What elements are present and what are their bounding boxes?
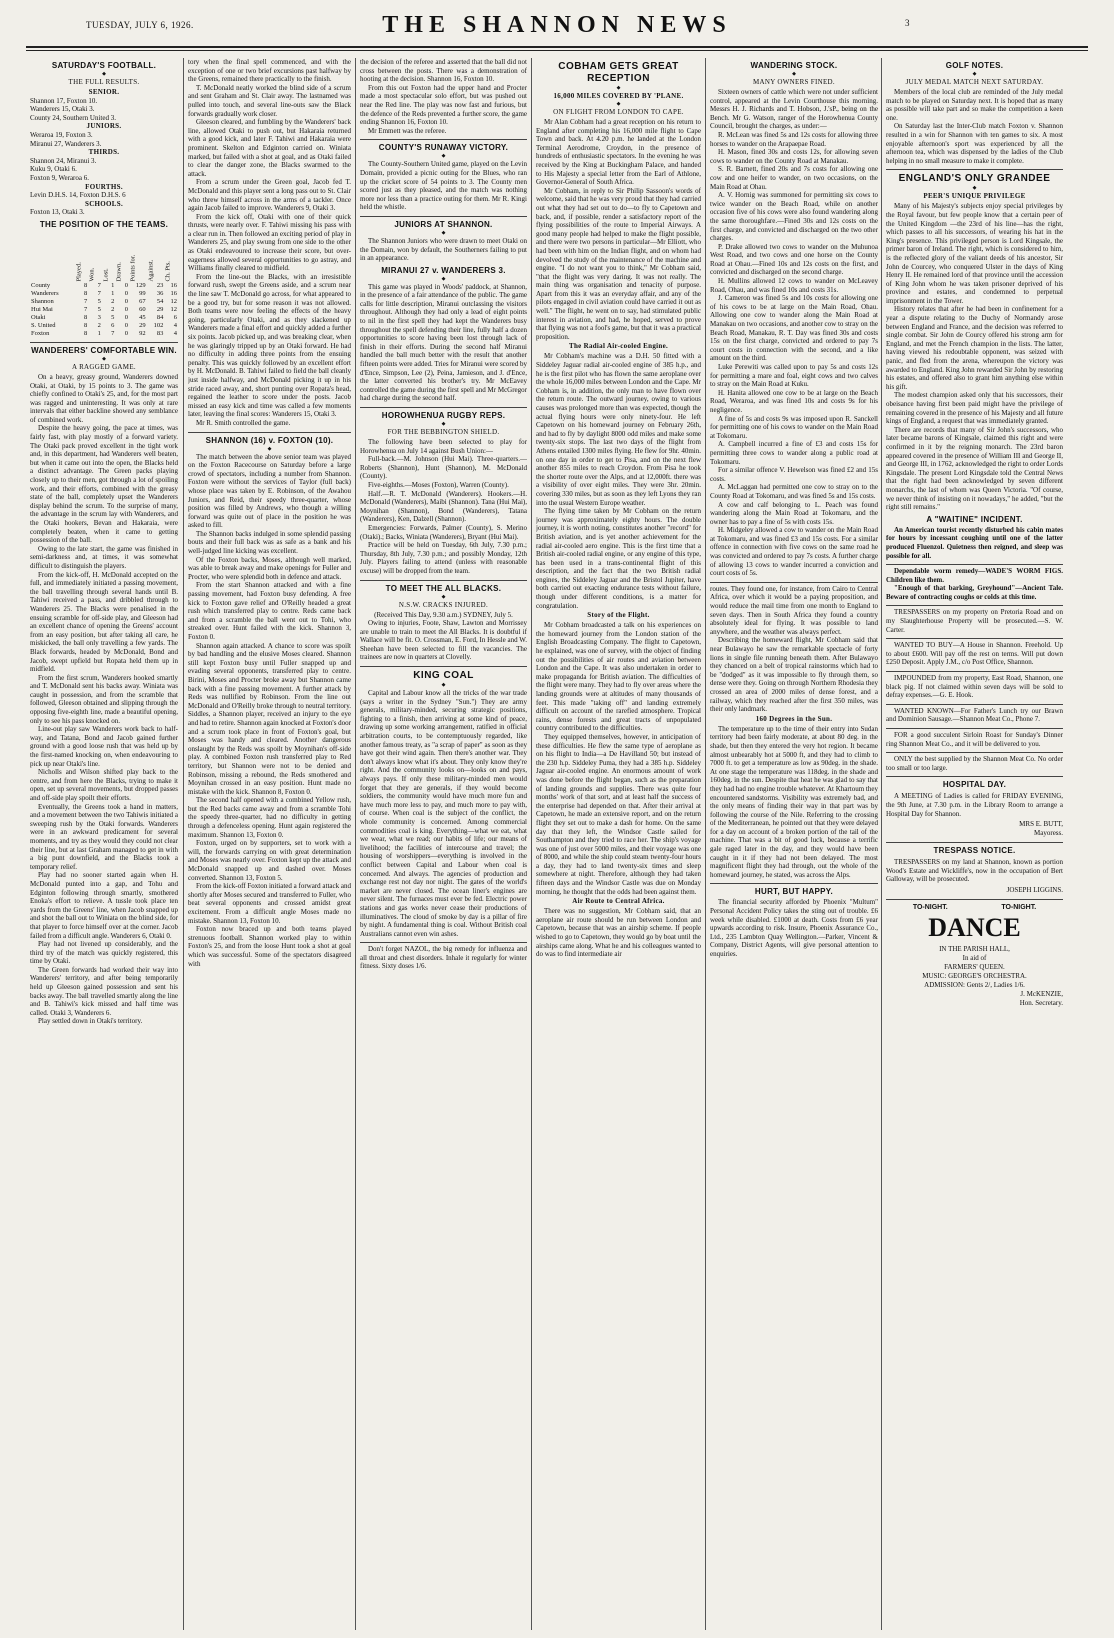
standings-value: 84 (156, 313, 164, 321)
standings-row (30, 330, 178, 338)
divider (886, 752, 1063, 753)
standings-value: 4 (173, 321, 177, 329)
article-paragraph: Despite the heavy going, the pace at times, was fairly fast, with play mostly of a forward variety. The Otaki pack proved excellent in the tight work and, in this department, had Wanderers well beaten, but when it came out into the open, the Blacks held a distinct advantage. The Green packs playing closely up to their men, got through a lot of spoiling work, and their efforts, combined with the greasy state of the ball, completely upset the Wanderers display behind the scrum. To the surprise of many, the advantage in the scrum lay with Wanderers, and the Otaki hookers, Bevan and Hakaraia, were completely beaten, when it came to getting possession of the ball. (30, 424, 178, 545)
article-paragraph: Members of the local club are reminded of the July medal match to be played on Saturday next. It is hoped that as many as possible will take part and so make the competition a keen one. (886, 88, 1063, 122)
result-line: Foxton 13, Otaki 3. (30, 208, 85, 217)
subhead-owners-fined: MANY OWNERS FINED. (753, 78, 835, 86)
article-paragraph: Capital and Labour know all the tricks of the war trade (says a writer in the Sydney "Sun.") They are army generals, military-minded, securing strategic positions, fighting to a finish, then arriving at some kind of peace, drawing up some working arrangement, ratified in official arbitration courts, to be contemptuously regarded, like another famous treaty, as "a scrap of paper" as soon as they have got their wind again. Then there's another war. They don't always know what it's about. They only know they're right. And the community looks on—looks on and pays, always pays. If only these military-minded men would forget that they are generals, if they would become soldiers, the community would have much more fun and have much more less to pay, and much more to pay with, of course. When coal is the subject of the conflict, the whole community is concerned. Among commercial commodities coal is king. Everything—what we eat, what we wear, what we read; our habits of life; our means of livelihood; the facilities of intercourse and travel; the housing of worshippers—everything is involved in the conflict between Capital and Labour when coal is concerned. And always. The agencies of production and exchange rest not day nor night. The gates of the world's market are never closed. The ocean liner's engines are never silent. The furnaces must ever be fed. Electric power stations and gas works never cease their productions of illuminatives. The cloud of smoke by day is a pillar of fire by night. A fundamental thing is coal. Without British coal Australians cannot even win ashes. (360, 689, 527, 938)
article-paragraph: Mr Cobham broadcasted a talk on his experiences on the homeward journey from the London station of the English Broadcasting Company. The flight to Capetown, he explained, was one of survey, with the object of finding out the possibilities of air routes and aviation between London and the Cape. It was also undertaken in order to make propaganda for British aviation. The difficulties of the flight were many. They had to fly over areas where the landing grounds were at altitudes of many thousands of feet. This made "taking off" and landing extremely difficult on account of the rarefied atmosphere. Tropical rains, dense forests and great tracts of unpopulated country contributed to the difficulties. (536, 621, 701, 733)
masthead (0, 0, 1114, 44)
article-paragraph: Many of his Majesty's subjects enjoy special privileges by the Royal favour, but few people know that a certain peer of the United Kingdom —the 23rd of his line—has the right, which passes to all his successors, of wearing his hat in the King's presence. This privileged person is Lord Kingsale, the primer baron of Ireland. The right, which is considered to him, is the reflected glory of the valiant deeds of his ancestor, Sir John de Courcey, who conquered Ulster in the days of King Henry II. He remained lord of that province until the accession of King John whom he was taken prisoner deprived of his province and estates, and condemned to perpetual imprisonment in the Tower. (886, 202, 1063, 305)
article-paragraph: Owing to injuries, Foote, Shaw, Lawton and Morrissey are unable to train to meet the All Blacks. It is doubtful if Wallace will be fit. O. Crossman, E. Ford, In Hessle and W. Sheehan have been selected to fill the vacancies. The trainees are now in quarters at Clovelly. (360, 619, 527, 662)
standings-value: 1 (97, 329, 101, 337)
standings-team: S. United (31, 321, 56, 329)
result-line: Shannon 17, Foxton 10. (30, 96, 98, 105)
standings-value: 7 (84, 297, 88, 305)
standings-value: 1 (111, 289, 115, 297)
tonight-banner (886, 904, 1063, 911)
results-category: FOURTHS. (85, 182, 123, 191)
signature-mrs-butt: MRS E. BUTT, (1019, 820, 1063, 829)
dance-admission: ADMISSION: Gents 2/, Ladies 1/6. (924, 980, 1025, 989)
article-paragraph: H. Mullins allowed 12 cows to wander on McLeavey Road, Ohau, and was fined 10s and costs 31s. (710, 277, 878, 294)
article-paragraph: The match between the above senior team was played on the Foxton Racecourse on Saturday before a large crowd of spectators, including a number from Shannon. Foxton were without the services of Taylor (full back) whose place was taken by E. Robinson, of the Awahou Juniors, and Reid, their speedy three-quarter, whose position was filled by Andrews, who though a willing forward was quite out of place in the position he was asked to fill. (188, 452, 351, 530)
article-paragraph: From the kick-off Foxton initiated a forward attack and shortly after Moses secured and transferred to Fuller, who beat several opponents and crossed amidst great excitement. From a difficult angle Moses made no mistake. Shannon 13, Foxton 10. (188, 882, 351, 925)
subhead-story-of-flight: Story of the Flight. (587, 611, 650, 620)
divider (886, 605, 1063, 606)
subhead-ragged-game: A RAGGED GAME. (72, 362, 136, 371)
column-divider (881, 58, 882, 1630)
standings-team: Wanderers (31, 289, 59, 297)
ornament: ◆ (972, 186, 977, 192)
results-list (30, 88, 178, 217)
divider (886, 842, 1063, 843)
standings-value: 5 (97, 305, 101, 313)
headline-waitine-incident: A "WAITINE" INCIDENT. (926, 514, 1023, 524)
subhead-july-medal: JULY MEDAL MATCH NEXT SATURDAY. (905, 78, 1044, 86)
article-paragraph: Luke Perewiti was called upon to pay 5s and costs 12s for permitting a mare and foal, eight cows and two calves to stray on the Main Road at Kuku. (710, 363, 878, 389)
ornament: ◆ (102, 72, 106, 77)
article-paragraph: The modest champion asked only that his successors, their obeisance having first been paid might have the privilege of remaining covered in the presence of his Majesty and all future kings of England, a request that was immediately granted. (886, 391, 1063, 426)
headline-wandering-stock: WANDERING STOCK. (750, 61, 838, 70)
result-line: Miranui 27, Wanderers 3. (30, 139, 102, 148)
article-paragraph: Mr Cobham's machine was a D.H. 50 fitted with a Siddeley Jaguar radial air-cooled engine of 385 h.p., and he is the first pilot who has flown the same aeroplane over the whole 16,000 miles between London and the Cape. Mr Cobham is, in addition, the only man to have flown over the return route. The outward journey, owing to various causes was prolonged more than was expected, though the actual flying hours were only ninety-four. He left Capetown on his homeward journey on February 26th, and had to fly by daylight 8000 odd miles and make some twenty-six stops. The last two days of the flight from Athens entailed 1300 miles flying. He flew for 9hr. 40min. on one day in order to get to Pisa, and on the next flew another 855 miles to reach Croydon. From Pisa he took the shorter route over the Alps, and at 12,000ft. there was a visibility of over eight miles. They were 3hr. 20min. covering 330 miles, but as soon as they left Lyons they ran into the usual Western Europe weather. (536, 352, 701, 507)
headline-trespass-notice: TRESPASS NOTICE. (933, 846, 1016, 856)
article-paragraph: On Saturday last the Inter-Club match Foxton v. Shannon resulted in a win for Shannon with ten games to six. A most enjoyable afternoon's sport was experienced by all the afternoon tea, which was dispensed by the ladies of the Club helping in no small measure to make it complete. (886, 122, 1063, 165)
divider (886, 638, 1063, 639)
ornament: ◆ (972, 72, 977, 77)
classified-meat-co: ONLY the best supplied by the Shannon Meat Co. No order too small or too large. (886, 755, 1063, 772)
article-paragraph: Play had not livened up considerably, and the third try of the match was quickly registered, this time by Otaki. (30, 940, 178, 966)
standings-value: 29 (139, 321, 146, 329)
article-paragraph: Eventually, the Greens took a hand in matters, and a movement between the two Tahiwis initiated a sweeping rush by the Otaki forwards. Wanderers were in an awkward predicament for several moments, and try as they would they could not clear their line, but at last Graham managed to get in with a big punt downfield, and the Blacks took a temporary relief. (30, 802, 178, 871)
standings-value: 92 (139, 329, 146, 337)
article-paragraph: Five-eighths.—Moses (Foxton), Warren (County). (368, 480, 509, 489)
results-category: THIRDS. (88, 148, 120, 157)
article-paragraph: They equipped themselves, however, in anticipation of these difficulties. He flew the same type of aeroplane as on his flight to India—a De Havilland 50; but instead of the 230 h.p. Siddeley Puma, they had a 385 h.p. Siddeley Jaguar air-cooled engine. An enormous amount of work was done before the flight began, such as the preparation of landing grounds and supplies. There was quite four months' work of that sort, and at least half the success of the enterprise had depended on that. After their arrival at Capetown, he made an extensive report, and on the return flight they set out to make a dash for home. On the same day that they left, the Windsor Castle sailed for Southampton and they tried to race her. The ship's voyage was one of just over 5000 miles, and their voyage was one of 8000, and while the ship could steam twenty-four hours a day, they had to land twenty-six times and sleep somewhere at night. Therefore, although they had taken fifteen days and the Windsor Castle was due on Monday morning, he thought that the odds had been against them. (536, 732, 701, 896)
ornament: ◆ (441, 422, 446, 427)
standings-value: 8 (84, 313, 88, 321)
standings-header: Ch. Pts. (164, 260, 172, 282)
article-paragraph: tory when the final spell commenced, and with the exception of one or two brief excursions past halfway by the Greens, remained there practically to the finish. (188, 58, 351, 84)
standings-value: 8 (84, 289, 88, 297)
standings-value: 7 (97, 281, 101, 289)
article-paragraph: H. Midgeley allowed a cow to wander on the Main Road at Tokomaru, and was fined £3 and 15s costs. For a similar offence in connection with five cows on the same road he was convicted and ordered to pay 7s costs. A further charge of allowing 13 cows to wander incurred a conviction and court costs of 5s. (710, 526, 878, 578)
article-paragraph: From this out Foxton had the upper hand and Procter made a most spectacular solo effort, but was pushed out near the Red line. The play was now fast and furious, but the defence of the Reds prevented a further score, the game ending Shannon 16, Foxton 10. (360, 83, 527, 127)
article-paragraph: From the first scrum, Wanderers hooked smartly and T. McDonald sent his backs away. Winiata was caught in possession, and from the scramble that followed, Gleeson obtained and slipping through the opposing five-eighth line, made a beautiful opening, only to see his pass knocked on. (30, 673, 178, 725)
article-paragraph: The second half opened with a combined Yellow rush, but the Red backs came away and from a scramble Tohi the speedy three-quarter, had no difficulty in getting through a defenceless opening. Hunt again registered the maximum. Shannon 13, Foxton 0. (188, 796, 351, 839)
result-line: Wanderers 15, Otaki 3. (30, 105, 95, 114)
article-paragraph: From the start Shannon attacked and with a fine passing movement, had Foxton busy defending. A free kick to Foxton gave relief and O'Reilly headed a great rush which transferred play to centre. Reds came back and from a scramble the ball went out to Tohi, who streaked over. Hunt failed with the kick. Shannon 3, Foxton 0. (188, 581, 351, 641)
standings-team: Foxton (31, 329, 50, 337)
article-paragraph: Shannon again attacked. A chance to score was spoilt by bad handling and the elusive Moses cleared. Shannon still kept Foxton busy until Fuller snapped up and evading several opponents, transferred play to centre. Birini, Moses and Procter broke away but Shannon came back with a fine passing movement. A further attack by Reds was nullified by Robinson. From the line out McDonald and O'Reilly broke through to neutral territory. Siddles, a Shannon player, received an injury to the eye and had to retire. Shannon again knocked at Foxton's door and a scrum took place in front of Foxton's goal, but Moses was handy and cleared. Another dangerous onslaught by the Reds was spoilt by Moynihan's off-side play. A combined Foxton rush transferred play to Red territory, but Shannon were not to be denied and Robinson, missing a rebound, the Reds smothered and Moynihan crossed in an easy position. Hunt made no mistake with the kick. Shannon 8, Foxton 0. (188, 641, 351, 796)
article-paragraph: The temperature up to the time of their entry into Sudan territory had been fairly moderate, at about 80 deg. in the shade, but then they entered the very hot region. It became almost unbearably hot at 5000 ft, and they had to climb to 7000 ft. to get a temperature as low as 90deg. in the shade. At one stage the temperature was 118deg. in the shade and 160deg. in the sun. Despite that heat he was glad to say that they had had no engine trouble whatever. At Khartoum they encountered sandstorms. Visibility was extremely bad, and the only means of finding their way in that part was by following the course of the Nile. Referring to the crossing of the Mediterranean, he pointed out that they were delayed for a day on account of a broken portion of the tail of the machine. That was a bit of good luck, because a terrific gale raged later in the day, and they would have been caught in it if they had not been delayed. The most magnificent flight they had through, out the whole of the homeward journey, he stated, was across the Alps. (710, 724, 878, 879)
dance-title: DANCE (928, 912, 1021, 942)
divider (360, 580, 527, 581)
subhead-16000-miles: 16,000 MILES COVERED BY 'PLANE. (553, 92, 684, 100)
divider (360, 666, 527, 667)
headline-miranui-wanderers: MIRANUI 27 v. WANDERERS 3. (381, 265, 506, 275)
standings-value: 3 (97, 313, 101, 321)
standings-value: 36 (156, 289, 164, 297)
headline-position-of-teams: THE POSITION OF THE TEAMS. (39, 219, 169, 229)
article-paragraph: A fine of 5s and costs 9s was imposed upon R. Sanckell for permitting one of his cows to wander on the Main Road at Tokomaru. (710, 414, 878, 440)
standings-value: 54 (156, 297, 164, 305)
masthead-rule (26, 46, 1088, 48)
page-mark: 3 (905, 18, 910, 28)
standings-value: 8 (84, 281, 88, 289)
article-paragraph: H. Hanita allowed one cow to be at large on the Beach Road, Weraroa, and was fined 10s and costs 9s for his negligence. (710, 388, 878, 414)
standings-header: Lost. (102, 268, 110, 282)
article-paragraph: Foxton, urged on by supporters, set to work with a will, the forwards carrying on with great determination and Moses was nearly over. Foxton kept up the attack and McDonald snapped up and dashed over. Moses converted. Shannon 13, Foxton 5. (188, 839, 351, 882)
divider (360, 139, 527, 140)
standings-value: 12 (170, 297, 177, 305)
article-paragraph: P. Drake allowed two cows to wander on the Muhunoa West Road, and two cows and one horse on the County Road at Ohau.—Fined 10s and 12s costs on the first, and convicted and discharged on the second charge. (710, 242, 878, 277)
cough-advert: "Enough of that barking, Greyhound"—Ancient Tale. Beware of contracting coughs or colds at this time. (886, 584, 1063, 601)
standings-value: 8 (84, 321, 88, 329)
standings-header: Points for. (129, 254, 137, 282)
ornament: ◆ (792, 72, 796, 77)
standings-value: 6 (111, 321, 115, 329)
article-paragraph: The following have been selected to play for Horowhenua on July 14 against Bush Union:— (360, 438, 527, 455)
standings-value: 0 (124, 297, 128, 305)
nazol-advert: Don't forget NAZOL, the big remedy for influenza and all throat and chest disorders. Inhale it regularly for winter fitness. Sixty doses 1/6. (360, 945, 527, 971)
ornament: ◆ (102, 356, 106, 362)
standings-value: 45 (139, 313, 146, 321)
column-6 (886, 58, 1063, 1632)
standings-value: 7 (97, 289, 101, 297)
standings-row (30, 290, 178, 298)
standings-value: 12 (170, 305, 177, 313)
standings-value: 8 (84, 329, 88, 337)
article-paragraph: Nicholls and Wilson shifted play back to the centre, and from here the Blacks, trying to make it open, set up several movements, but dropped passes and off-side play spoilt their efforts. (30, 768, 178, 802)
article-paragraph: Mr R. Smith controlled the game. (196, 418, 291, 427)
article-paragraph: Play had no sooner started again when H. McDonald punted into a gap, and Tohu and Edginton following through smartly, smothered Enoka's effort to relieve. A tussle took place ten yards from the Greens' line, when Jacob snapped up and shot the ball out to Winiata on the blind side, for that player to force himself over at the corner. Jacob failed from a difficult angle. Wanderers 6, Otaki 0. (30, 871, 178, 940)
divider (886, 169, 1063, 170)
divider (710, 582, 878, 583)
divider (886, 776, 1063, 777)
article-paragraph: T. McDonald neatly worked the blind side of a scrum and sent Graham and St. Clair away. The lastnamed was pulled into touch, and several line-outs saw the Black forwards gradually work closer. (188, 83, 351, 118)
headline-hospital-day: HOSPITAL DAY. (942, 780, 1007, 790)
article-paragraph: S. R. Barnett, fined 20s and 7s costs for allowing one cow and one heifer to wander, on two occasions, on the Main Road at Ohau. (710, 165, 878, 191)
headline-shannon-foxton: SHANNON (16) v. FOXTON (10). (205, 435, 334, 445)
divider (886, 728, 1063, 729)
signature-title: Hon. Secretary. (1019, 998, 1063, 1007)
results-category: SENIOR. (88, 88, 120, 96)
subhead-nsw-injured: N.S.W. CRACKS INJURED. (398, 600, 489, 609)
column-divider (355, 58, 356, 1630)
standings-value: 99 (139, 289, 146, 297)
standings-value: 0 (124, 289, 128, 297)
divider (886, 899, 1063, 900)
article-paragraph: Of the Foxton backs, Moses, although well marked, was able to break away and make openings for Fuller and Procter, who were splendid both in defence and attack. (188, 555, 351, 581)
tonight-label: TO-NIGHT. (912, 903, 948, 911)
subhead-peers-privilege: PEER'S UNIQUE PRIVILEGE (923, 192, 1026, 201)
ornament: ◆ (616, 86, 621, 91)
article-paragraph: History relates that after he had been in confinement for a year a dispute relating to the Duchy of Normandy arose between England and France, and the decision was referred to single combat. Sir John de Courcy offered his strong arm for England, and met the French champion in the lists. The latter, having viewed his redoubtable opponent, was seized with panic, and fled from the arena, whereupon the victory was awarded to England. King John rewarded Sir John by restoring his estates, and offered also to grant him anything else within his gift. (886, 305, 1063, 391)
fluenzol-advert: An American tourist recently disturbed his cabin mates for hours by incessant coughing until one of the latter produced Fluenzol. Quietness then reigned, and sleep was possible for all. (886, 525, 1063, 560)
standings-header-row (30, 232, 178, 282)
divider (886, 704, 1063, 705)
headline-wanderers-win: WANDERERS' COMFORTABLE WIN. (31, 345, 177, 355)
article-paragraph: Mr Emmett was the referee. (368, 126, 447, 135)
article-paragraph: On a heavy, greasy ground, Wanderers downed Otaki, at Otaki, by 15 points to 3. The game was chiefly confined to Otaki's 25, and, for the most part was ragged and uninteresting. It was only at rare intervals that either backline showed any semblance of combined work. (30, 372, 178, 424)
standings-value: 60 (139, 305, 146, 313)
standings-header: Against. (147, 259, 155, 282)
column-3 (360, 58, 527, 1632)
classified-wanted-house: WANTED TO BUY—A House in Shannon. Freehold. Up to about £600. Will pay off the rest on terms. Will put down £250 Deposit. Apply J.M., c/o Post Office, Shannon. (886, 641, 1063, 667)
subhead-160-degrees: 160 Degrees in the Sun. (755, 714, 833, 723)
standings-value: 0 (124, 313, 128, 321)
classified-trespassers-carter: TRESPASSERS on my property on Pretoria Road and on my Slaughterhouse Property will be prosecuted.—S. W. Carter. (886, 608, 1063, 634)
article-paragraph: A. Campbell incurred a fine of £3 and costs 15s for permitting three cows to wander along a public road at Tokomaru. (710, 440, 878, 466)
article-paragraph: For a similar offence V. Hewelson was fined £2 and 15s costs. (710, 466, 878, 483)
article-paragraph: A. V. Hornig was summoned for permitting six cows to twice wander on the Beach Road, while on another occasion five of his cows were also found wandering along the same thoroughfare.—Fined 30s and 12s costs on the first charge, and convicted and discharged on the two other charges. (710, 191, 878, 243)
article-paragraph: Describing the homeward flight, Mr Cobham said that near Bulawayo he saw the remarkable spectacle of forty lions in single file running beneath them. After Bulawayo they chanced on a belt of tropical rainstorms which had to be "dodged" as it was impossible to fly through them, so dense were they. Going on through Northern Rhodesia they crossed an area of 2000 miles of dense forest, and a railway, which they reached after the first 350 miles, was their only landmark. (710, 636, 878, 714)
tonight-label: TO-NIGHT. (1001, 903, 1037, 911)
article-paragraph: The Shannon Juniors who were drawn to meet Otaki on the Domain, won by default, the Southerners failing to put in an appearance. (360, 236, 527, 263)
article-paragraph: Half.—R. T. McDonald (Wanderers). Hookers.—H. McDonald (Wanderers), Maibi (Shannon). Tana (Hui Mai), Moynihan (Shannon), Bond (Wanderers), Tatana (Wanderers), Ken, Dalzell (Shannon). (360, 489, 527, 524)
classified-wanted-known: WANTED KNOWN—For Father's Lunch try our Brawn and Dominion Sausage.—Shannon Meat Co., Phone 7. (886, 706, 1063, 724)
standings-value: 4 (173, 329, 177, 337)
headline-cobham-reception: COBHAM GETS GREAT RECEPTION (558, 61, 679, 84)
dance-venue: IN THE PARISH HALL, (939, 944, 1010, 953)
divider (30, 342, 178, 343)
newspaper-title: THE SHANNON NEWS (382, 12, 732, 38)
article-paragraph: From the kick-off, H. McDonald accepted on the full, and immediately initiated a passing movement, the ball travelling through several hands until B. Tahiwi received a pass, and dribbled through to Wanderers 25. The Blacks were penalised in the ensuing scramble for off-side play, and Gleeson had an excellent chance of opening the Greens' account from an easy position, but after taking all care, he miskicked, the ball only travelling a few yards. The Black forwards, headed by McDonald, Bond and Jacob, swept upfield but Ropata held them up in midfield. (30, 570, 178, 674)
result-line: Weraroa 19, Foxton 3. (30, 130, 93, 139)
article-paragraph: routes. They found one, for instance, from Cairo to Central Africa, over which it would be a paying proposition, and would reduce the mail time from one month to England to seven days. Then in South Africa they found a country absolutely ideal for flying. It was possible to land anywhere, and the weather was always perfect. (710, 584, 878, 636)
article-paragraph: Foxton now braced up and both teams played strenuous football. Shannon worked play to within Foxton's 25, and from the loose Hunt took a shot at goal which was successful. Some of the spectators disagreed with (188, 925, 351, 968)
article-paragraph: J. Cameron was fined 5s and 10s costs for allowing one of his cows to be at large on the Main Road, Ohau. Allowing one cow to wander along the Main Road at Manakau on two occasions, and another cow to stray on the Beach Road, Manakau, R. T. Day was fined 30s and costs 15s on the first charge, convicted and ordered to pay 7s court costs in connection with the second, and a like amount on the third. (710, 294, 878, 363)
classified-ladies-meeting: A MEETING of Ladies is called for FRIDAY EVENING, the 9th June, at 7.30 p.m. in the Library Room to arrange a Hospital Day for Shannon. (886, 792, 1063, 818)
dateline: (Received This Day, 9.30 a.m.) SYDNEY, July 5. (374, 610, 513, 619)
standings-value: 7 (84, 305, 88, 313)
article-paragraph: The Shannon backs indulged in some splendid passing bouts and their full back was as safe as a bank and his well-judged line kicking was excellent. (188, 529, 351, 556)
standings-row (30, 306, 178, 314)
article-paragraph: The County-Southern United game, played on the Levin Domain, provided a picnic outing for the Blues, who ran up the cricket score of 54 points to 3. The County men scored just as they pleased, and the match was nothing more nor less than a practice outing for them. Mr R. Kingi held the whistle. (360, 160, 527, 212)
article-paragraph: Emergencies: Forwards, Palmer (County), S. Merino (Otaki).; Backs, Winiata (Wanderers), Bryant (Hui Mai). (360, 523, 527, 541)
classified-sirloin-roast: FOR a good succulent Sirloin Roast for Sunday's Dinner ring Shannon Meat Co., and it will be delivered to you. (886, 731, 1063, 748)
standings-value: 6 (173, 313, 177, 321)
result-line: Levin D.H.S. 14, Foxton D.H.S. 6 (30, 191, 126, 200)
divider (886, 671, 1063, 672)
article-paragraph: the decision of the referee and asserted that the ball did not cross between the posts. There was a demonstration of hooting at the decision. Shannon 16, Foxton 10. (360, 58, 527, 84)
subhead-bebbington-shield: FOR THE BEBBINGTON SHIELD. (387, 428, 500, 436)
column-divider (705, 58, 706, 1630)
standings-value: 5 (111, 313, 115, 321)
masthead-rule-thin (26, 50, 1088, 51)
standings-value: 1 (111, 281, 115, 289)
article-paragraph: Sixteen owners of cattle which were not under sufficient control, appeared at the Levin Courthouse this morning. Messrs H. J. Richards and T. Hobson, J.'sP., being on the Bench. Mr G. Watson, ranger of the Horowhenua County Council, brought the charges, as under:— (710, 88, 878, 131)
standings-header: Won. (88, 267, 96, 282)
result-line: County 24, Southern United 3. (30, 113, 116, 122)
standings-value: 0 (124, 321, 128, 329)
headline-englands-grandee: ENGLAND'S ONLY GRANDEE (898, 173, 1051, 185)
standings-value: 29 (156, 305, 164, 313)
ornament: ◆ (441, 594, 446, 600)
column-1 (30, 58, 178, 1632)
standings-value: 0 (124, 329, 128, 337)
headline-county-victory: COUNTY'S RUNAWAY VICTORY. (378, 143, 509, 153)
article-paragraph: A cow and calf belonging to L. Peach was found wandering along the Main Road at Tokomaru, and the owner has to pay a fine of 5s with costs 15s. (710, 500, 878, 526)
column-divider (531, 58, 532, 1630)
standings-value: 83 (156, 329, 164, 337)
column-5 (710, 58, 878, 1632)
subhead-radial-engine: The Radial Air-cooled Engine. (568, 342, 669, 351)
headline-king-coal: KING COAL (413, 670, 474, 682)
standings-row (30, 298, 178, 306)
standings-value: 0 (124, 305, 128, 313)
dance-line: In aid of (962, 953, 987, 962)
article-paragraph: Line-out play saw Wanderers work back to half-way, and Tatana, Bond and Jacob gained further ground with a good loose rush that was held up by the first-named knocking on, when endeavouring to pick up near Otaki's line. (30, 725, 178, 768)
classified-trespass-liggins: TRESPASSERS on my land at Shannon, known as portion Wood's Estate and Wickliffe's, now in the occupation of Bert Galloway, will be prosecuted. (886, 858, 1063, 884)
ornament: ◆ (441, 683, 446, 689)
divider (360, 216, 527, 217)
ornament: ◆ (441, 154, 446, 160)
worm-figs-advert: Dependable worm remedy—WADE'S WORM FIGS. Children like them. (886, 567, 1063, 584)
standings-header: Played. (75, 262, 83, 282)
article-paragraph: Gleeson cleared, and fumbling by the Wanderers' back line, allowed Otaki to push out, but Hakaraia returned with a good kick, and later F. Tahiwi and Hakaraia were prominent. Skelton and Edginton carried on. Winiata marked, but failed with a shot at goal, and as Otaki failed to clear the danger zone, the Blacks swarmed to the attack. (188, 118, 351, 178)
standings-team: Hui Mai (31, 305, 53, 313)
standings-header: Drawn. (115, 262, 123, 282)
issue-date: TUESDAY, JULY 6, 1926. (86, 20, 194, 30)
article-paragraph: There are records that many of Sir John's successors, who later became barons of Kingsale, claimed this right and were confirmed in it by the reigning monarch. The 23rd baron appeared covered in the presence of William III and George II, and George III, in 1762, acknowledged the right to order Lords Kingsdale. The present Lord Kingsdale told the Central News that the right had been acknowledged by seven different monarchs, the last of whom was Queen Victoria. "Of course, we never think of insisting on it nowadays," he added, "but the right still remains." (886, 425, 1063, 512)
standings-row (30, 282, 178, 290)
ornament: ◆ (267, 446, 272, 452)
article-paragraph: Mr Alan Cobham had a great reception on his return to England after completing his 16,000 mile flight to Cape Town and back. At 4.20 p.m. he landed at the London Terminal Aerodrome, Croydon, in the presence of hundreds of enthusiastic spectators. In the evening he was received by the King at Buckingham Palace, and handed to His Majesty a special letter from the Earl of Athlone, Governor-General of South Africa. (536, 118, 701, 187)
signature-title: Mayoress. (1034, 829, 1063, 838)
headline-horowhenua-reps: HOROWHENUA RUGBY REPS. (381, 411, 506, 420)
standings-table (30, 232, 178, 338)
result-line: Kuku 9, Otaki 6. (30, 165, 77, 174)
divider (360, 942, 527, 943)
standings-value: 0 (124, 281, 128, 289)
column-4 (536, 58, 701, 1632)
ornament: ◆ (441, 230, 446, 236)
standings-value: 16 (170, 289, 177, 297)
article-paragraph: The Green forwards had worked their way into Wanderers' territory, and after being temporarily held up Gleeson gained possession and sent his backs away. The ball travelled smartly along the line and B. Tahiwi's kick missed and half time was called. Otaki 3, Wanderers 6. (30, 965, 178, 1017)
headline-meet-all-blacks: TO MEET THE ALL BLACKS. (385, 583, 502, 593)
article-paragraph: The flying time taken by Mr Cobham on the return journey was approximately eighty hours. The double journey, it is worth noting, constitutes another "record" for British aviation, and is yet another achievement for the radial air-cooled aero engine. This is the first time that a British air-cooled radial engine, or any engine of this type, has been used in a trans-continental flight of this description, and the fact that the two British radial engines, the Siddeley Jaguar and the Bristol Jupiter, have both carried out exacting endurance tests without failure, though under different conditions, is a matter for congratulation. (536, 507, 701, 610)
subhead-full-results: THE FULL RESULTS. (68, 78, 140, 86)
column-2 (188, 58, 351, 1632)
standings-row (30, 314, 178, 322)
standings-value: 2 (111, 297, 115, 305)
standings-value: 2 (111, 305, 115, 313)
result-line: Shannon 24, Miranui 3. (30, 156, 97, 165)
results-category: JUNIORS. (86, 122, 122, 131)
article-paragraph: From the line-out the Blacks, with an irresistible forward rush, swept the Greens aside, and a scrum near the line saw T. McDonald go across, for what appeared to be a good try, but for some reason it was not allowed. Both teams were now feeling the effects of the heavy going, particularly Otaki, and as they slackened up Wanderers made a final effort and quickly added a further six points. Jacob picked up, and was breaking clear, when he was glaringly tripped up by an Otaki forward. He had no difficulty in adding three points from the ensuing penalty. This was quickly followed by an excellent effort by H. McDonald. B. Tahiwi failed to field the ball cleanly just inside halfway, and McDonald picking it up in his stride raced away, and, short punting over Ropata's head, regained the leather to score under the posts. Jacob missed an easy kick and time was called a few moments later, leaving the final scores: Wanderers 15, Otaki 3. (188, 272, 351, 419)
phoenix-advert: The financial security afforded by Phoenix "Multum" Personal Accident Policy takes the sting out of trouble. £6 week while disabled. £1000 at death. Costs from £6 year upwards according to risk. Insure, Phoenix Assurance Co., Ltd., 235 Lambton Quay Wellington.—Parker, Vincent & Company, District Agents, will give personal attention to enquiries. (710, 898, 878, 958)
subhead-air-route: Air Route to Central Africa. (572, 897, 665, 906)
article-paragraph: H. Mason, fined 30s and costs 12s, for allowing seven cows to wander on the County Road at Manakau. (710, 148, 878, 165)
article-paragraph: Mr Cobham, in reply to Sir Philip Sassoon's words of welcome, said that he was very proud that they had carried out what they had set out to do—to fly to Capetown and back, and, if possible, render a satisfactory report of the flying possibilities of the route to Imperial Airways. A good many people had helped to make the flight possible, and there were two persons in particular—Mr Elliott, who had been with him on the Indian flight, and on whom had devolved the study of the maintenance of the machine and engine. "I do not want you to think," Mr Cobham said, "that the flight was very daring. It was not really. The main thing was organisation and tenacity of purpose. Apart from this it was an everyday affair, and any of the pilots engaged in civil aviation could have carried it out as well." The flight, he went on to say, had stimulated public interest in aviation, and had, he hoped, served to prove that flying was not a fool's game, but that it was a practical proposition. (536, 186, 701, 341)
divider (710, 883, 878, 884)
classified-impounded-pig: IMPOUNDED from my property, East Road, Shannon, one black pig. If not claimed within seven days will be sold to defray expenses.—G. E. Hook. (886, 674, 1063, 700)
article-paragraph: Practice will be held on Tuesday, 6th July, 7.30 p.m.; Thursday, 8th July, 7.30 p.m.; and possibly Monday, 12th July. Players failing to attend (unless with reasonable excuse) will be dropped from the team. (360, 541, 527, 575)
article-paragraph: From a scrum under the Green goal, Jacob fed T. McDonald and this player sent a long pass out to St. Clair who threw himself across in the arms of a tackler. Once again Jacob failed to improve. Wanderers 9, Otaki 3. (188, 178, 351, 213)
results-category: SCHOOLS. (85, 199, 123, 208)
standings-value: 67 (139, 297, 146, 305)
result-line: Foxton 9, Weraroa 6. (30, 173, 89, 182)
standings-row (30, 322, 178, 330)
standings-value: 23 (156, 281, 164, 289)
standings-value: 7 (111, 329, 115, 337)
signature-mckenzie: J. McKENZIE, (1020, 989, 1063, 998)
divider (360, 407, 527, 408)
article-paragraph: Full-back.—M. Johnson (Hui Mai). Three-quarters.—Roberts (Shannon), Hunt (Shannon), M. McDonald (County). (360, 455, 527, 481)
article-paragraph: From the kick off, Otaki with one of their quick thrusts, were nearly over. F. Tahiwi missing his pass with a clear run in. Then followed an exciting period of play in Wanderers 25, and play swung from one side to the other as Otaki endeavoured to increase their score, but over-eagerness allowed several opportunities to go astray, and Williams finally cleared to midfield. (188, 212, 351, 273)
ornament: ◆ (616, 102, 621, 107)
standings-header-team (30, 232, 75, 282)
standings-value: 102 (153, 321, 164, 329)
headline-juniors-shannon: JUNIORS AT SHANNON. (394, 219, 493, 229)
dance-line: FARMERS' QUEEN. (944, 962, 1005, 971)
article-paragraph: This game was played in Woods' paddock, at Shannon, in the presence of a fair attendance of the public. The game calls for little description, Miranui outclassing the visitors throughout. Although they had only a lead of eight points to nil in the first spell they had kept the Wanderers busy throughout the spell defending their line, fully half a dozen opportunities to score having been lost through lack of finish in their efforts. During the second half Miranui handled the ball much better with the result that another fifteen points were added. Tries for Miranui were scored by d'Ence, Simpson, Lee (2), Peina, Jamieson, and J. d'Ence, the latter converted his brother's try. Mr McEavey controlled the game during the first spell and Mr McGregor had charge during the second half. (360, 282, 527, 403)
headline-hurt-but-happy: HURT, BUT HAPPY. (754, 887, 834, 897)
standings-team: Shannon (31, 297, 54, 305)
article-paragraph: Owing to the late start, the game was finished in semi-darkness and, at times, it was somewhat difficult to distinguish the players. (30, 544, 178, 570)
standings-team: Otaki (31, 313, 46, 321)
ornament: ◆ (441, 276, 446, 282)
divider (188, 432, 351, 433)
article-paragraph: A. McLaggan had permitted one cow to stray on to the County Road at Tokomaru, and was fined 5s and 15s costs. (710, 483, 878, 500)
subhead-london-to-cape: ON FLIGHT FROM LONDON TO CAPE. (553, 108, 684, 116)
standings-value: 129 (135, 281, 146, 289)
standings-value: 5 (97, 297, 101, 305)
article-paragraph: R. McLean was fined 5s and 12s costs for allowing three horses to wander on the Arapaepae Road. (710, 130, 878, 148)
headline-saturday-football: SATURDAY'S FOOTBALL. (51, 61, 157, 70)
standings-value: 2 (97, 321, 101, 329)
standings-value: 16 (170, 281, 177, 289)
standings-body (30, 282, 178, 338)
headline-golf-notes: GOLF NOTES. (945, 61, 1004, 70)
signature-liggins: JOSEPH LIGGINS. (1006, 885, 1063, 894)
article-paragraph: Play settled down in Otaki's territory. (38, 1017, 143, 1026)
article-paragraph: There was no suggestion, Mr Cobham said, that an aeroplane air route should be run between London and Capetown, because that was an airship scheme. If people wished to go to Capetown, they would go by boat until the airships came along. What he and his colleagues wanted to do was to find intermediate air (536, 907, 701, 959)
divider (886, 564, 1063, 565)
standings-team: County (31, 281, 51, 289)
dance-music: MUSIC: GEORGE'S ORCHESTRA. (922, 971, 1027, 980)
column-divider (183, 58, 184, 1630)
